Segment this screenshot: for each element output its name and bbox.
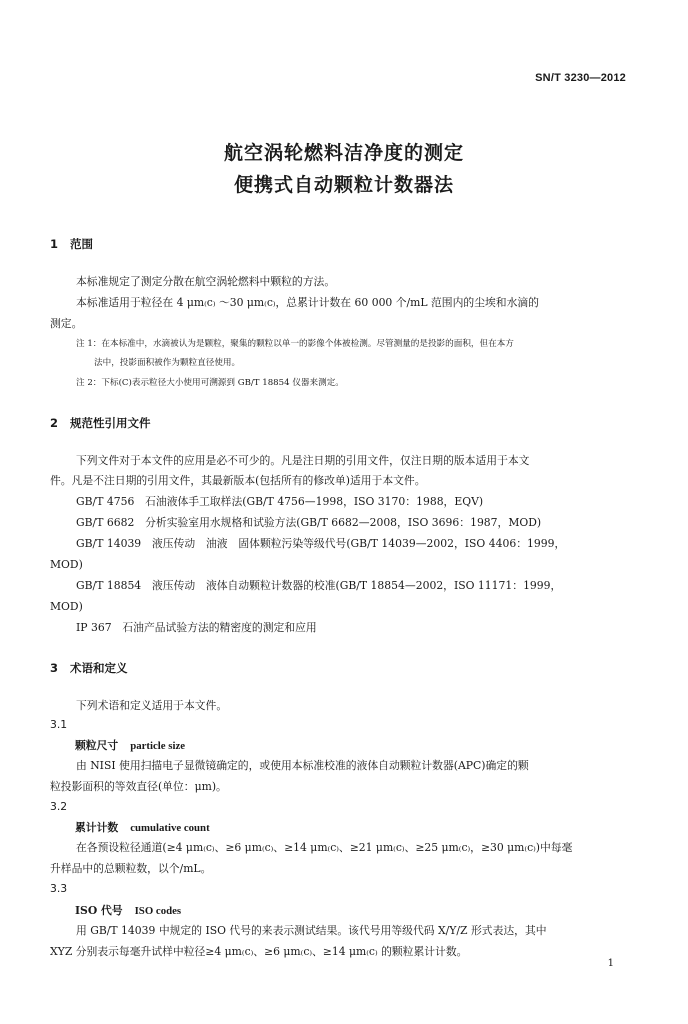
term-en: ISO codes	[134, 905, 182, 917]
reference-item: GB/T 18854 液压传动 液体自动颗粒计数器的校准(GB/T 18854—2002，ISO 11171：1999，	[76, 579, 562, 592]
term-heading	[75, 820, 210, 835]
subclause-number: 3.1	[50, 718, 68, 731]
title-line-2: 便携式自动颗粒计数器法	[233, 174, 454, 196]
section-1-heading	[50, 236, 93, 252]
section-number: 3	[50, 661, 59, 675]
reference-item: IP 367 石油产品试验方法的精密度的测定和应用	[76, 621, 317, 634]
term-en: particle size	[130, 740, 186, 752]
section-title: 范围	[70, 237, 93, 251]
term-cn: ISO 代号	[75, 904, 123, 917]
standard-code: SN/T 3230—2012	[535, 72, 626, 84]
definition: XYZ 分别表示每毫升试样中粒径≥4 μm₍c₎、≥6 μm₍c₎、≥14 μm₍c₎ 的颗粒累计计数。	[50, 945, 468, 958]
definition: 粒投影面积的等效直径(单位：μm)。	[50, 780, 227, 793]
section-3-heading	[50, 660, 128, 676]
subclause-number: 3.2	[50, 800, 68, 813]
section-2-heading	[50, 415, 151, 431]
reference-item: MOD)	[50, 600, 83, 613]
definition: 升样品中的总颗粒数，以个/mL。	[50, 862, 212, 875]
term-heading	[75, 738, 185, 753]
page-number: 1	[607, 958, 614, 969]
paragraph: 下列术语和定义适用于本文件。	[76, 699, 228, 712]
section-title: 规范性引用文件	[70, 416, 151, 430]
reference-item: GB/T 14039 液压传动 油液 固体颗粒污染等级代号(GB/T 14039—2002，ISO 4406：1999，	[76, 537, 566, 550]
section-title: 术语和定义	[70, 661, 128, 675]
paragraph: 件。凡是不注日期的引用文件，其最新版本(包括所有的修改单)适用于本文件。	[50, 474, 426, 487]
note: 注 1：在本标准中，水滴被认为是颗粒，聚集的颗粒以单一的影像个体被检测。尽管测量的是投影的面积，但在本方	[76, 339, 514, 349]
paragraph: 下列文件对于本文件的应用是必不可少的。凡是注日期的引用文件，仅注日期的版本适用于本文	[76, 454, 530, 467]
subclause-number: 3.3	[50, 882, 68, 895]
note: 注 2：下标(C)表示粒径大小使用可溯源到 GB/T 18854 仪器来测定。	[76, 378, 344, 388]
note: 法中，投影面积被作为颗粒直径使用。	[94, 358, 241, 368]
reference-item: MOD)	[50, 558, 83, 571]
section-number: 2	[50, 416, 59, 430]
definition: 由 NISI 使用扫描电子显微镜确定的，或使用本标准校准的液体自动颗粒计数器(APC)确定的颗	[76, 759, 529, 772]
term-cn: 颗粒尺寸	[75, 739, 119, 752]
section-number: 1	[50, 237, 59, 251]
paragraph: 本标准适用于粒径在 4 μm₍c₎ ～30 μm₍c₎，总累计计数在 60 000 个/mL 范围内的尘埃和水滴的	[76, 296, 539, 309]
definition: 在各预设粒径通道(≥4 μm₍c₎、≥6 μm₍c₎、≥14 μm₍c₎、≥21 μm₍c₎、≥25 μm₍c₎，≥30 μm₍c₎)中每毫	[76, 841, 573, 854]
term-heading	[75, 903, 181, 918]
paragraph: 本标准规定了测定分散在航空涡轮燃料中颗粒的方法。	[76, 275, 336, 288]
definition: 用 GB/T 14039 中规定的 ISO 代号的来表示测试结果。该代号用等级代码 X/Y/Z 形式表达，其中	[76, 924, 547, 937]
term-cn: 累计计数	[75, 821, 119, 834]
reference-item: GB/T 4756 石油液体手工取样法(GB/T 4756—1998，ISO 3170：1988，EQV)	[76, 495, 484, 508]
reference-item: GB/T 6682 分析实验室用水规格和试验方法(GB/T 6682—2008，ISO 3696：1987，MOD)	[76, 516, 542, 529]
paragraph: 测定。	[50, 317, 83, 330]
term-en: cumulative count	[130, 822, 210, 834]
title-line-1: 航空涡轮燃料洁净度的测定	[223, 142, 464, 164]
